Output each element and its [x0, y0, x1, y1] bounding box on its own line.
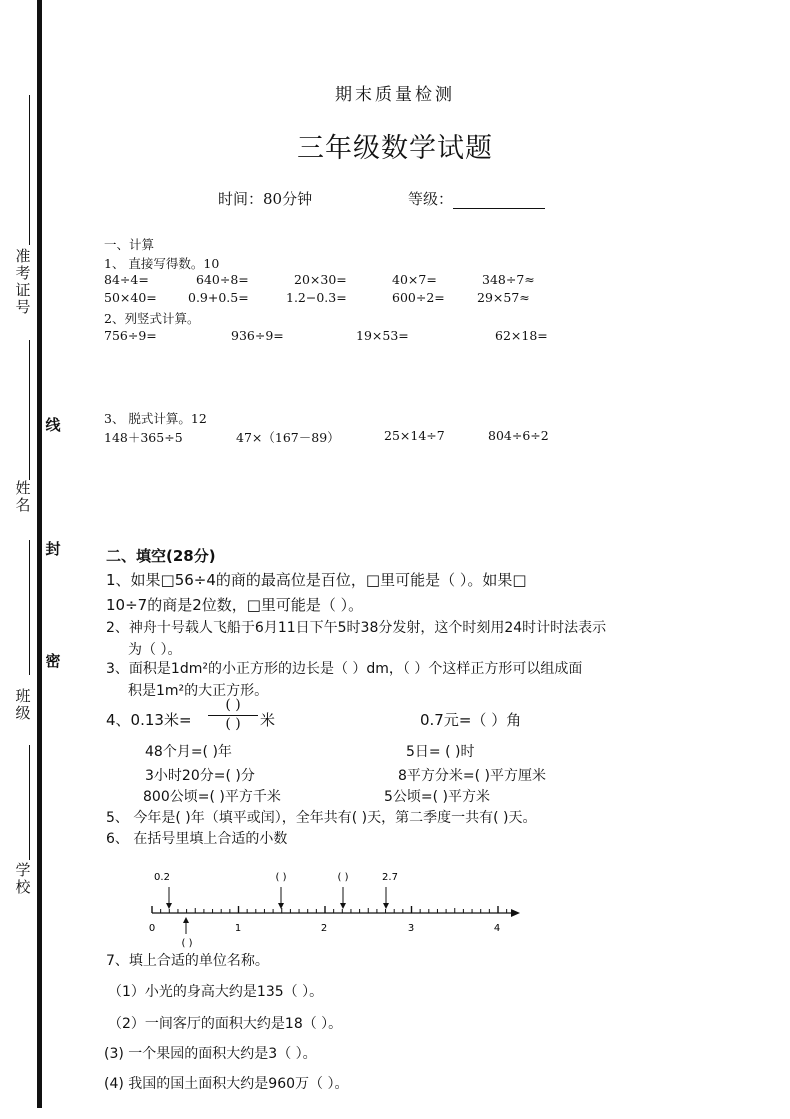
top-label-0.2: 0.2	[154, 872, 170, 883]
fill-q7-item: （1）小光的身高大约是135（ ）。	[108, 984, 324, 1000]
bottom-label-1: 1	[234, 923, 242, 934]
fill-q4-f: 8平方分米=( )平方厘米	[398, 768, 547, 784]
seal-seal-char: 封	[45, 540, 61, 558]
seal-secret-char: 密	[45, 652, 61, 670]
fill-q7-heading: 7、填上合适的单位名称。	[106, 953, 269, 969]
seal-line-char: 线	[45, 416, 61, 434]
grade-label: 等级：	[408, 190, 454, 208]
fill-q7-item: （2）一间客厅的面积大约是18（ ）。	[108, 1016, 343, 1032]
arrowhead-blank-2	[340, 903, 346, 909]
q2-item: 62×18=	[495, 328, 548, 343]
q2-heading: 2、列竖式计算。	[104, 311, 200, 326]
fill-q4-g: 800公顷=( )平方千米	[143, 789, 281, 805]
fill-q3-line2: 积是1m²的大正方形。	[128, 683, 269, 699]
q1-row1-item: 20×30=	[294, 272, 347, 287]
fill-q4-e: 3小时20分=( )分	[145, 768, 255, 784]
q3-item: 804÷6÷2	[488, 428, 549, 443]
fraction-numerator: ( )	[208, 697, 258, 716]
q2-item: 19×53=	[356, 328, 409, 343]
arrowhead-below	[183, 917, 189, 923]
q3-heading: 3、 脱式计算。12	[104, 411, 207, 426]
q1-row2-item: 50×40=	[104, 290, 157, 305]
fill-q1-line2: 10÷7的商是2位数，□里可能是（ ）。	[106, 596, 364, 614]
fill-q4-h: 5公顷=( )平方米	[384, 789, 491, 805]
name-label: 姓名	[15, 479, 31, 514]
q2-item: 756÷9=	[104, 328, 157, 343]
arrowhead-blank-1	[278, 903, 284, 909]
fill-q4-d: 5日= ( )时	[406, 744, 475, 760]
binding-margin-bar	[37, 0, 42, 1108]
class-label: 班级	[15, 687, 31, 722]
q1-row2-item: 1.2−0.3=	[286, 290, 347, 305]
grade-field	[408, 188, 545, 209]
fill-q7-item: (4) 我国的国土面积大约是960万（ ）。	[104, 1076, 349, 1092]
number-line	[140, 862, 530, 954]
bottom-label-3: 3	[407, 923, 415, 934]
top-blank-1[interactable]: ( )	[275, 872, 287, 883]
fill-q2-line2: 为（ ）。	[128, 642, 182, 658]
fraction-blank[interactable]	[208, 697, 258, 734]
page-title: 三年级数学试题	[297, 133, 493, 164]
fill-q4-c: 48个月=( )年	[145, 744, 232, 760]
fill-q6: 6、 在括号里填上合适的小数	[106, 831, 288, 847]
name-underline	[29, 340, 30, 480]
exam-no-label: 准考证号	[15, 247, 31, 316]
section1-heading: 一、计算	[104, 237, 155, 252]
class-underline	[29, 540, 30, 675]
arrowhead-0.2	[166, 903, 172, 909]
fill-q7-item: (3) 一个果园的面积大约是3（ ）。	[104, 1046, 317, 1062]
fill-q2-line1: 2、神舟十号载人飞船于6月11日下午5时38分发射，这个时刻用24时计时法表示	[106, 620, 607, 636]
section2-heading: 二、填空(28分)	[106, 547, 216, 565]
q3-item: 47×（167－89）	[236, 430, 340, 445]
q1-row2-item: 0.9+0.5=	[188, 290, 249, 305]
number-line-arrowhead	[511, 909, 520, 917]
q2-item: 936÷9=	[231, 328, 284, 343]
bottom-blank[interactable]: ( )	[181, 938, 193, 949]
q1-row1-item: 40×7=	[392, 272, 437, 287]
school-underline	[29, 745, 30, 860]
arrowhead-2.7	[383, 903, 389, 909]
school-label: 学校	[15, 861, 31, 896]
fill-q3-line1: 3、面积是1dm²的小正方形的边长是（ ）dm，（ ）个这样正方形可以组成面	[106, 661, 583, 677]
grade-blank[interactable]	[453, 194, 545, 209]
page-subtitle: 期末质量检测	[335, 85, 455, 105]
q1-row2-item: 600÷2=	[392, 290, 445, 305]
fill-q4-a-prefix: 4、0.13米=	[106, 711, 192, 729]
q1-row1-item: 640÷8=	[196, 272, 249, 287]
fill-q4-b: 0.7元=（ ）角	[420, 711, 522, 729]
fill-q4-a-suffix: 米	[260, 711, 276, 729]
q1-row1-item: 348÷7≈	[482, 272, 535, 287]
q3-item: 25×14÷7	[384, 428, 445, 443]
number-line-ticks	[152, 906, 507, 913]
exam-no-underline	[29, 95, 30, 245]
bottom-label-4: 4	[493, 923, 501, 934]
bottom-label-0: 0	[148, 923, 156, 934]
top-label-2.7: 2.7	[382, 872, 398, 883]
bottom-label-2: 2	[320, 923, 328, 934]
fraction-denominator: ( )	[225, 716, 241, 732]
top-blank-2[interactable]: ( )	[337, 872, 349, 883]
fill-q1-line1: 1、如果□56÷4的商的最高位是百位，□里可能是（ ）。如果□	[106, 571, 527, 589]
q3-item: 148＋365÷5	[104, 430, 183, 445]
q1-row1-item: 84÷4=	[104, 272, 149, 287]
fill-q5: 5、 今年是( )年（填平或闰），全年共有( )天，第二季度一共有( )天。	[106, 810, 537, 826]
time-label: 时间：80分钟	[218, 190, 313, 208]
q1-heading: 1、 直接写得数。10	[104, 256, 220, 271]
q1-row2-item: 29×57≈	[477, 290, 530, 305]
